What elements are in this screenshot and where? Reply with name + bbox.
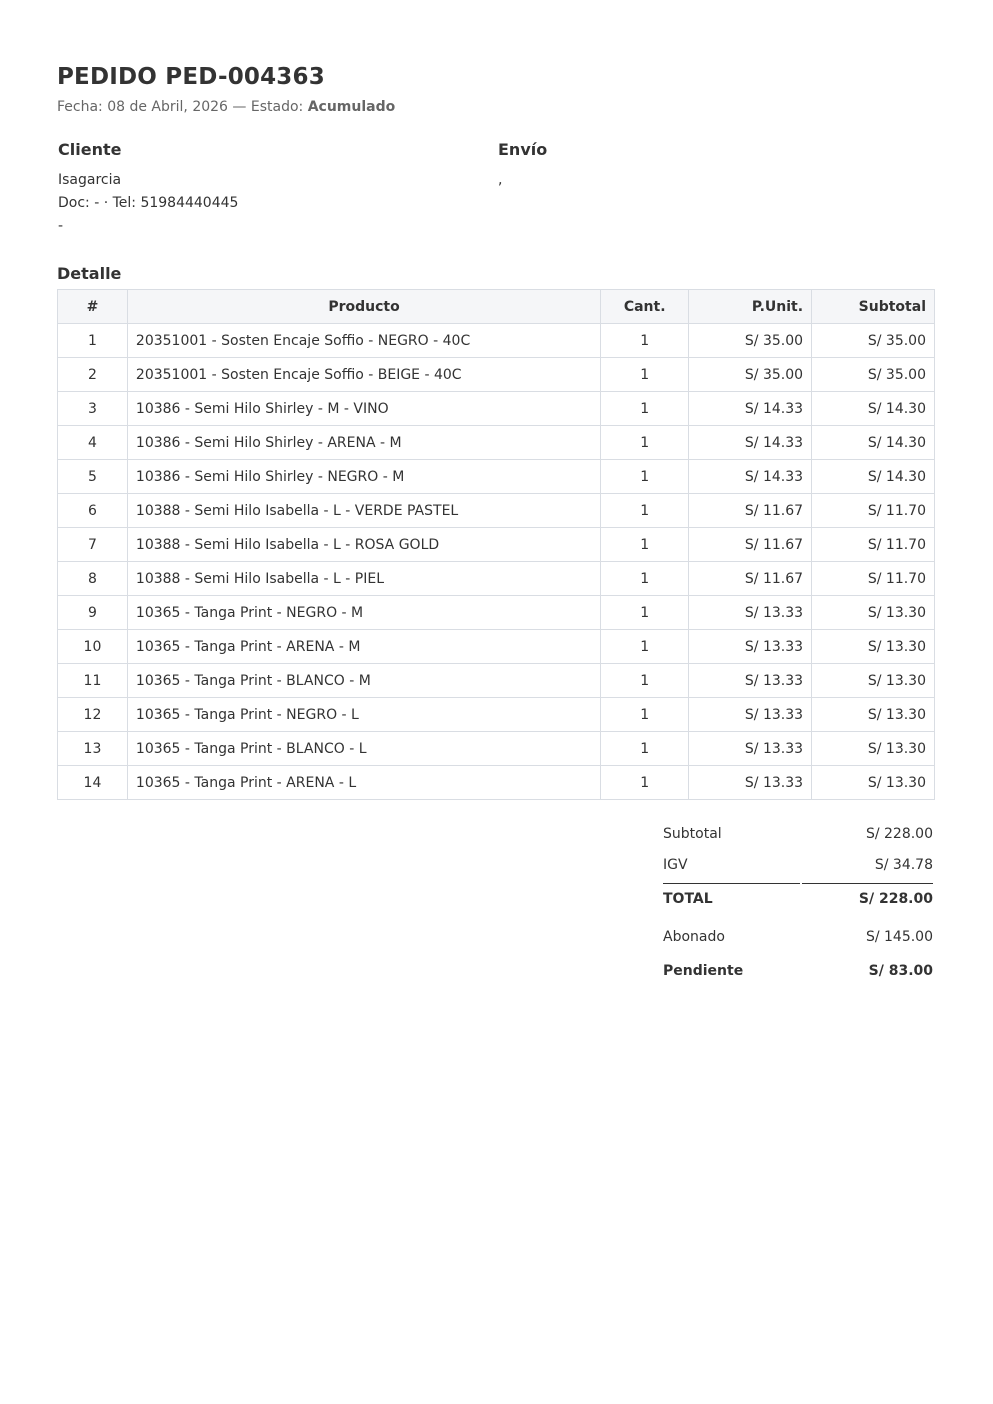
cliente-extra: - xyxy=(58,218,64,234)
row-punit: S/ 14.33 xyxy=(689,426,812,460)
total-value: S/ 228.00 xyxy=(858,891,933,907)
col-header-cant: Cant. xyxy=(601,290,689,324)
igv-row xyxy=(663,857,933,883)
row-punit: S/ 13.33 xyxy=(689,596,812,630)
row-punit: S/ 13.33 xyxy=(689,766,812,800)
row-producto: 10388 - Semi Hilo Isabella - L - VERDE PASTEL xyxy=(127,494,600,528)
abonado-label: Abonado xyxy=(663,929,725,945)
igv-label: IGV xyxy=(663,857,688,873)
row-cant: 1 xyxy=(601,426,689,460)
row-num: 13 xyxy=(58,732,128,766)
row-cant: 1 xyxy=(601,766,689,800)
subtotal-row xyxy=(663,826,933,857)
table-row xyxy=(58,766,935,800)
row-punit: S/ 13.33 xyxy=(689,630,812,664)
row-punit: S/ 35.00 xyxy=(689,324,812,358)
row-num: 2 xyxy=(58,358,128,392)
row-producto: 10365 - Tanga Print - ARENA - L xyxy=(127,766,600,800)
row-punit: S/ 11.67 xyxy=(689,494,812,528)
row-punit: S/ 35.00 xyxy=(689,358,812,392)
table-row xyxy=(58,494,935,528)
row-producto: 10386 - Semi Hilo Shirley - NEGRO - M xyxy=(127,460,600,494)
row-punit: S/ 11.67 xyxy=(689,562,812,596)
subtotal-label: Subtotal xyxy=(663,826,722,842)
row-num: 8 xyxy=(58,562,128,596)
row-num: 10 xyxy=(58,630,128,664)
row-punit: S/ 13.33 xyxy=(689,664,812,698)
page-title: PEDIDO PED-004363 xyxy=(57,64,325,90)
row-producto: 10365 - Tanga Print - NEGRO - L xyxy=(127,698,600,732)
row-cant: 1 xyxy=(601,562,689,596)
row-producto: 20351001 - Sosten Encaje Soffio - BEIGE - 40C xyxy=(127,358,600,392)
totals-block xyxy=(663,826,933,994)
table-row xyxy=(58,630,935,664)
row-num: 6 xyxy=(58,494,128,528)
table-row xyxy=(58,528,935,562)
row-cant: 1 xyxy=(601,392,689,426)
row-producto: 10386 - Semi Hilo Shirley - ARENA - M xyxy=(127,426,600,460)
row-num: 5 xyxy=(58,460,128,494)
row-punit: S/ 14.33 xyxy=(689,392,812,426)
row-num: 12 xyxy=(58,698,128,732)
fecha-text: Fecha: 08 de Abril, 2026 — Estado: xyxy=(57,99,308,115)
row-num: 11 xyxy=(58,664,128,698)
envio-heading: Envío xyxy=(498,140,548,159)
table-row xyxy=(58,562,935,596)
row-subtotal: S/ 13.30 xyxy=(812,630,935,664)
row-subtotal: S/ 13.30 xyxy=(812,766,935,800)
row-punit: S/ 13.33 xyxy=(689,732,812,766)
row-cant: 1 xyxy=(601,358,689,392)
row-subtotal: S/ 11.70 xyxy=(812,562,935,596)
table-row xyxy=(58,392,935,426)
col-header-producto: Producto xyxy=(127,290,600,324)
row-subtotal: S/ 14.30 xyxy=(812,426,935,460)
cliente-block xyxy=(58,140,238,238)
row-subtotal: S/ 11.70 xyxy=(812,494,935,528)
pendiente-label: Pendiente xyxy=(663,963,744,979)
row-subtotal: S/ 13.30 xyxy=(812,664,935,698)
order-meta xyxy=(57,98,935,116)
row-num: 9 xyxy=(58,596,128,630)
row-num: 1 xyxy=(58,324,128,358)
row-cant: 1 xyxy=(601,494,689,528)
table-row xyxy=(58,324,935,358)
row-producto: 10388 - Semi Hilo Isabella - L - PIEL xyxy=(127,562,600,596)
row-num: 4 xyxy=(58,426,128,460)
pendiente-value: S/ 83.00 xyxy=(868,963,933,979)
row-cant: 1 xyxy=(601,596,689,630)
table-row xyxy=(58,426,935,460)
cliente-heading: Cliente xyxy=(58,140,122,159)
row-producto: 10386 - Semi Hilo Shirley - M - VINO xyxy=(127,392,600,426)
row-subtotal: S/ 14.30 xyxy=(812,392,935,426)
row-cant: 1 xyxy=(601,698,689,732)
row-producto: 20351001 - Sosten Encaje Soffio - NEGRO - 40C xyxy=(127,324,600,358)
row-punit: S/ 11.67 xyxy=(689,528,812,562)
row-num: 14 xyxy=(58,766,128,800)
items-table xyxy=(57,289,935,800)
estado-value: Acumulado xyxy=(307,99,396,115)
col-header-subtotal: Subtotal xyxy=(812,290,935,324)
row-subtotal: S/ 11.70 xyxy=(812,528,935,562)
subtotal-value: S/ 228.00 xyxy=(865,826,933,842)
row-producto: 10365 - Tanga Print - ARENA - M xyxy=(127,630,600,664)
row-subtotal: S/ 35.00 xyxy=(812,358,935,392)
row-cant: 1 xyxy=(601,732,689,766)
row-punit: S/ 14.33 xyxy=(689,460,812,494)
order-document xyxy=(57,60,935,284)
total-row xyxy=(663,891,933,929)
row-subtotal: S/ 13.30 xyxy=(812,698,935,732)
table-row xyxy=(58,358,935,392)
row-cant: 1 xyxy=(601,460,689,494)
row-num: 3 xyxy=(58,392,128,426)
row-cant: 1 xyxy=(601,528,689,562)
table-header-row xyxy=(58,290,935,324)
table-row xyxy=(58,698,935,732)
row-producto: 10365 - Tanga Print - BLANCO - L xyxy=(127,732,600,766)
table-row xyxy=(58,732,935,766)
row-punit: S/ 13.33 xyxy=(689,698,812,732)
col-header-num: # xyxy=(58,290,128,324)
table-row xyxy=(58,460,935,494)
col-header-punit: P.Unit. xyxy=(689,290,812,324)
pendiente-row xyxy=(663,963,933,994)
cliente-name: Isagarcia xyxy=(58,172,122,188)
row-subtotal: S/ 13.30 xyxy=(812,596,935,630)
abonado-value: S/ 145.00 xyxy=(865,929,933,945)
row-cant: 1 xyxy=(601,664,689,698)
row-cant: 1 xyxy=(601,630,689,664)
parties-section xyxy=(57,140,935,240)
table-row xyxy=(58,664,935,698)
row-producto: 10365 - Tanga Print - BLANCO - M xyxy=(127,664,600,698)
envio-block xyxy=(498,140,547,192)
row-num: 7 xyxy=(58,528,128,562)
total-divider xyxy=(663,883,933,891)
row-cant: 1 xyxy=(601,324,689,358)
detalle-heading: Detalle xyxy=(57,264,122,283)
row-subtotal: S/ 13.30 xyxy=(812,732,935,766)
total-label: TOTAL xyxy=(663,891,713,907)
abonado-row xyxy=(663,929,933,963)
row-producto: 10365 - Tanga Print - NEGRO - M xyxy=(127,596,600,630)
row-producto: 10388 - Semi Hilo Isabella - L - ROSA GOLD xyxy=(127,528,600,562)
cliente-doc: Doc: - · Tel: 51984440445 xyxy=(58,195,239,211)
envio-line: , xyxy=(498,172,503,188)
row-subtotal: S/ 14.30 xyxy=(812,460,935,494)
row-subtotal: S/ 35.00 xyxy=(812,324,935,358)
igv-value: S/ 34.78 xyxy=(874,857,933,873)
table-row xyxy=(58,596,935,630)
